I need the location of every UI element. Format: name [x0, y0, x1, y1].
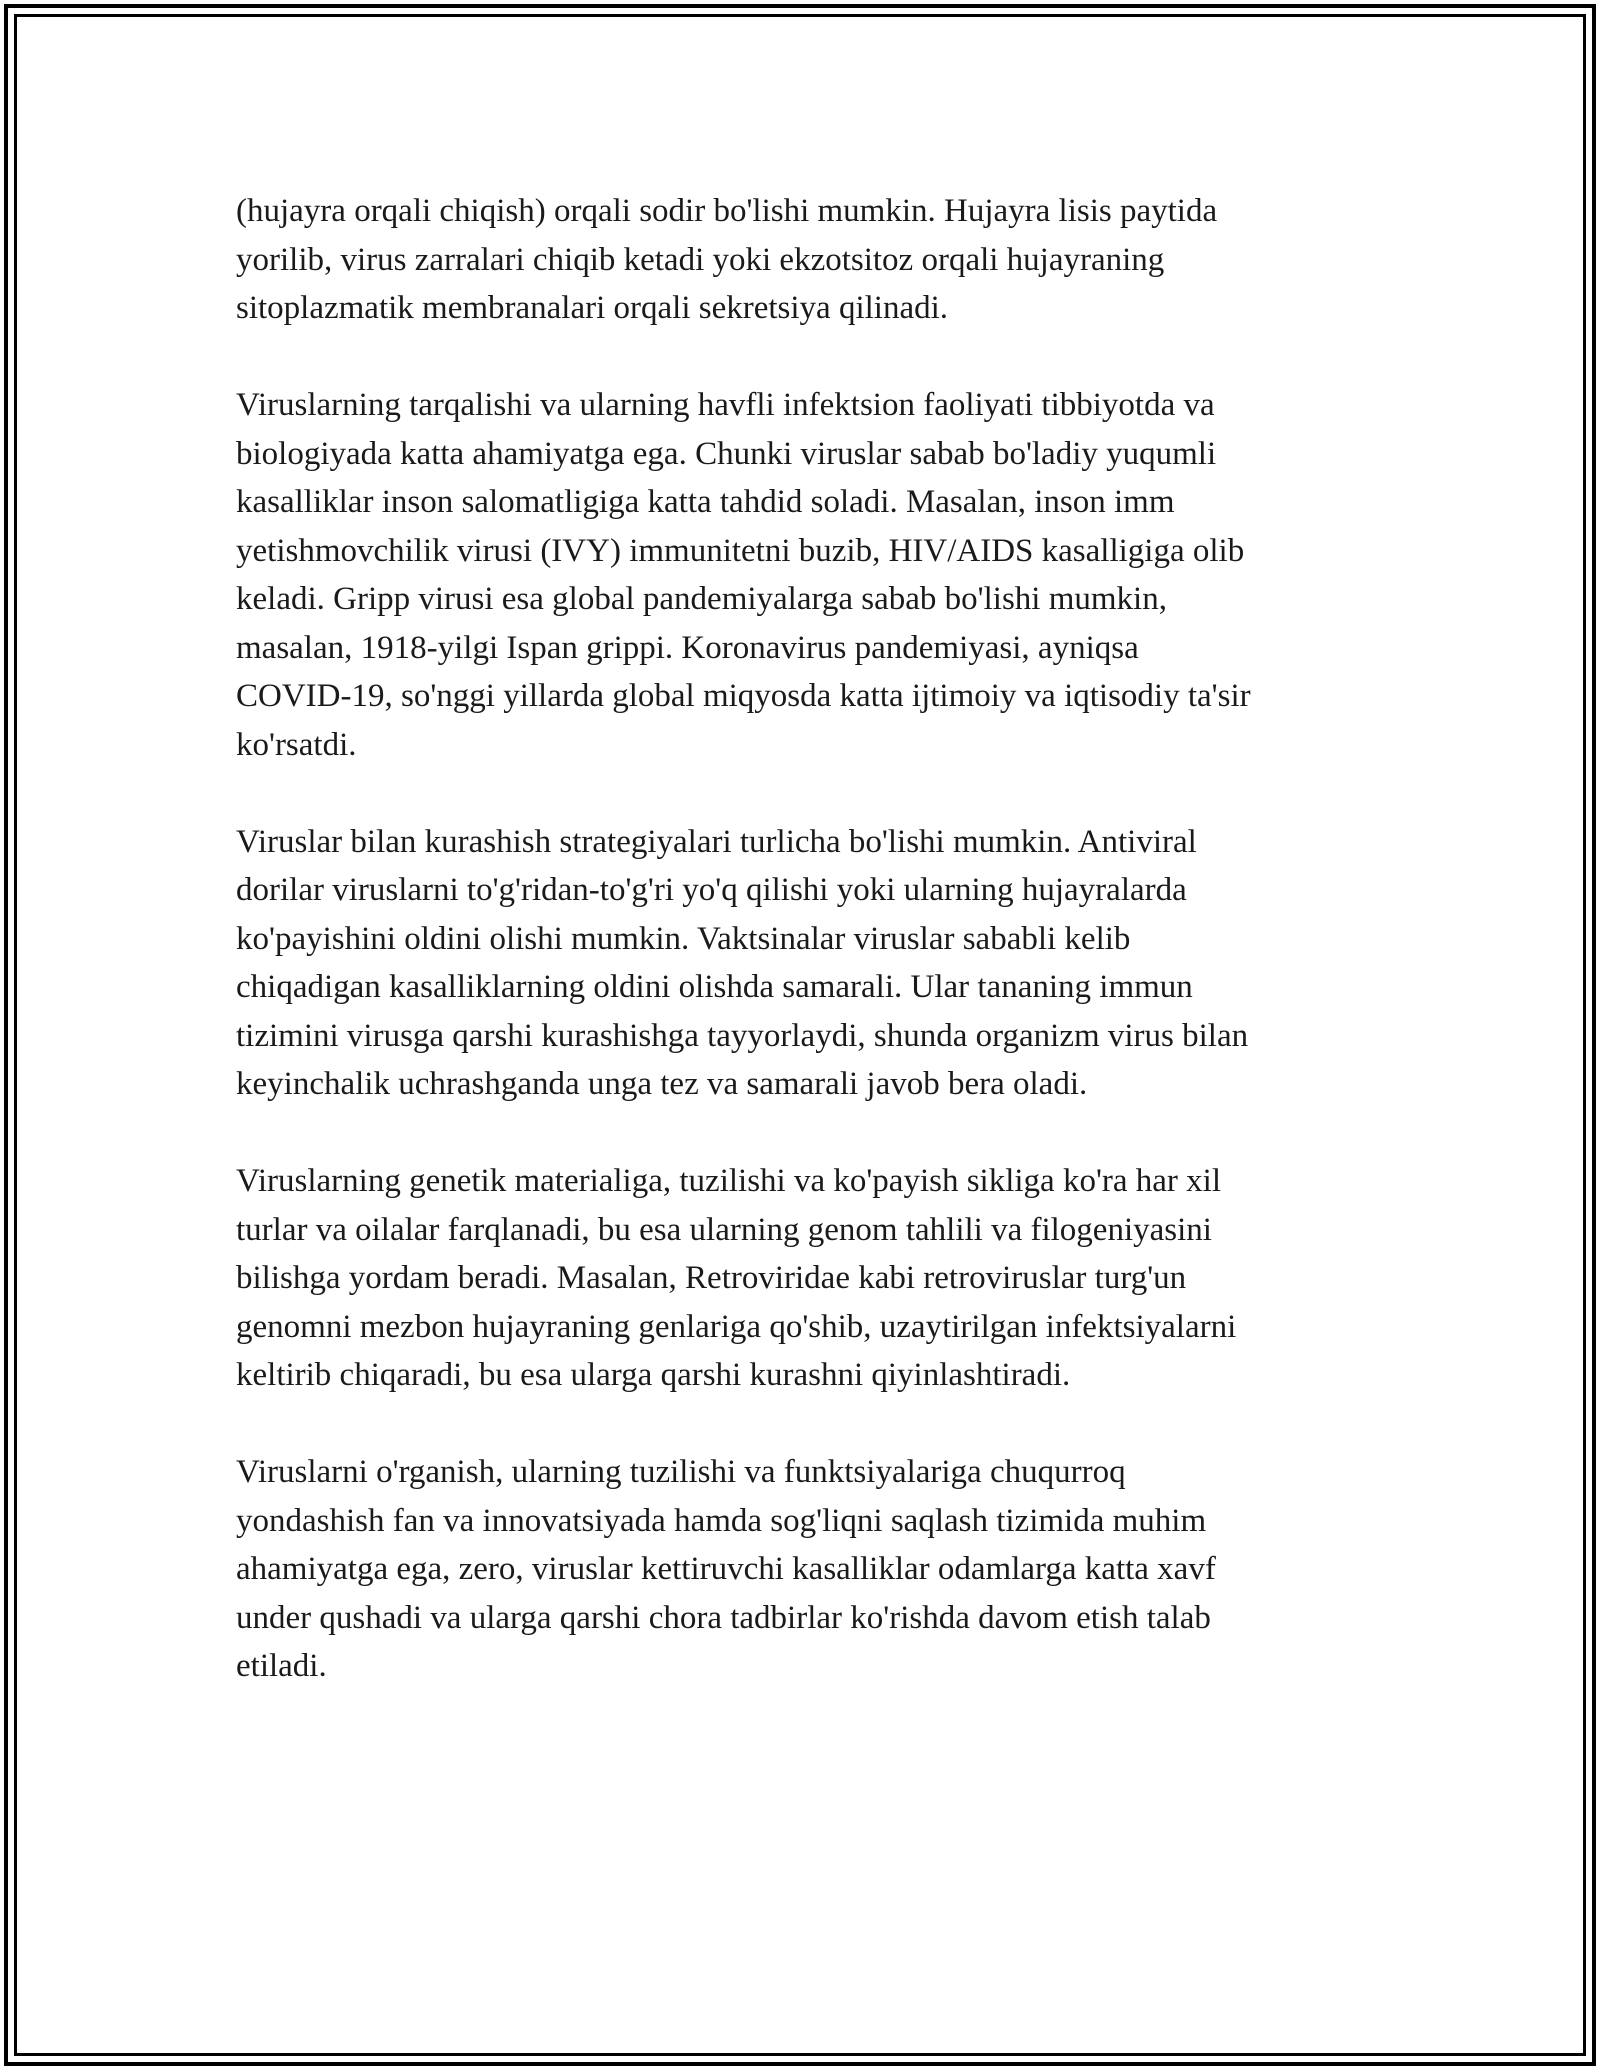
paragraph-control-strategies: Viruslar bilan kurashish strategiyalari turlicha bo'lishi mumkin. Antiviral dorilar viruslarni to'g'ridan-to'g'ri yo'q qilishi yoki ularning hujayralarda ko'payishini oldini olishi mumkin. Vaktsinalar viruslar sababli kelib chiqadigan kasalliklarning oldini olishda samarali. Ular tananing immun tizimini virusga qarshi kurashishga tayyorlaydi, shunda organizm virus bilan keyinchalik uchrashganda unga tez va samarali javob bera oladi. [236, 823, 1249, 1102]
document-body [236, 187, 1384, 1691]
paragraph-virus-classification: Viruslarning genetik materialiga, tuzilishi va ko'payish sikliga ko'ra har xil turlar va oilalar farqlanadi, bu esa ularning genom tahlili va filogeniyasini bilishga yordam beradi. Masalan, Retroviridae kabi retroviruslar turg'un genomni mezbon hujayraning genlariga qo'shib, uzaytirilgan infektsiyalarni keltirib chiqaradi, bu esa ularga qarshi kurashni qiyinlashtiradi. [236, 1163, 1237, 1393]
paragraph-virus-spread: Viruslarning tarqalishi va ularning havfli infektsion faoliyati tibbiyotda va biologiyada katta ahamiyatga ega. Chunki viruslar sabab bo'ladiy yuqumli kasalliklar inson salomatligiga katta tahdid soladi. Masalan, inson imm yetishmovchilik virusi (IVY) immunitetni buzib, HIV/AIDS kasalligiga olib keladi. Gripp virusi esa global pandemiyalarga sabab bo'lishi mumkin, masalan, 1918-yilgi Ispan grippi. Koronavirus pandemiyasi, ayniqsa COVID-19, so'nggi yillarda global miqyosda katta ijtimoiy va iqtisodiy ta'sir ko'rsatdi. [236, 387, 1251, 763]
paragraph-virus-study: Viruslarni o'rganish, ularning tuzilishi va funktsiyalariga chuqurroq yondashish fan va innovatsiyada hamda sog'liqni saqlash tizimida muhim ahamiyatga ega, zero, viruslar kettiruvchi kasalliklar odamlarga katta xavf under qushadi va ularga qarshi chora tadbirlar ko'rishda davom etish talab etiladi. [236, 1454, 1216, 1684]
paragraph-virus-release: (hujayra orqali chiqish) orqali sodir bo'lishi mumkin. Hujayra lisis paytida yorilib, virus zarralari chiqib ketadi yoki ekzotsitoz orqali hujayraning sitoplazmatik membranalari orqali sekretsiya qilinadi. [236, 193, 1218, 326]
